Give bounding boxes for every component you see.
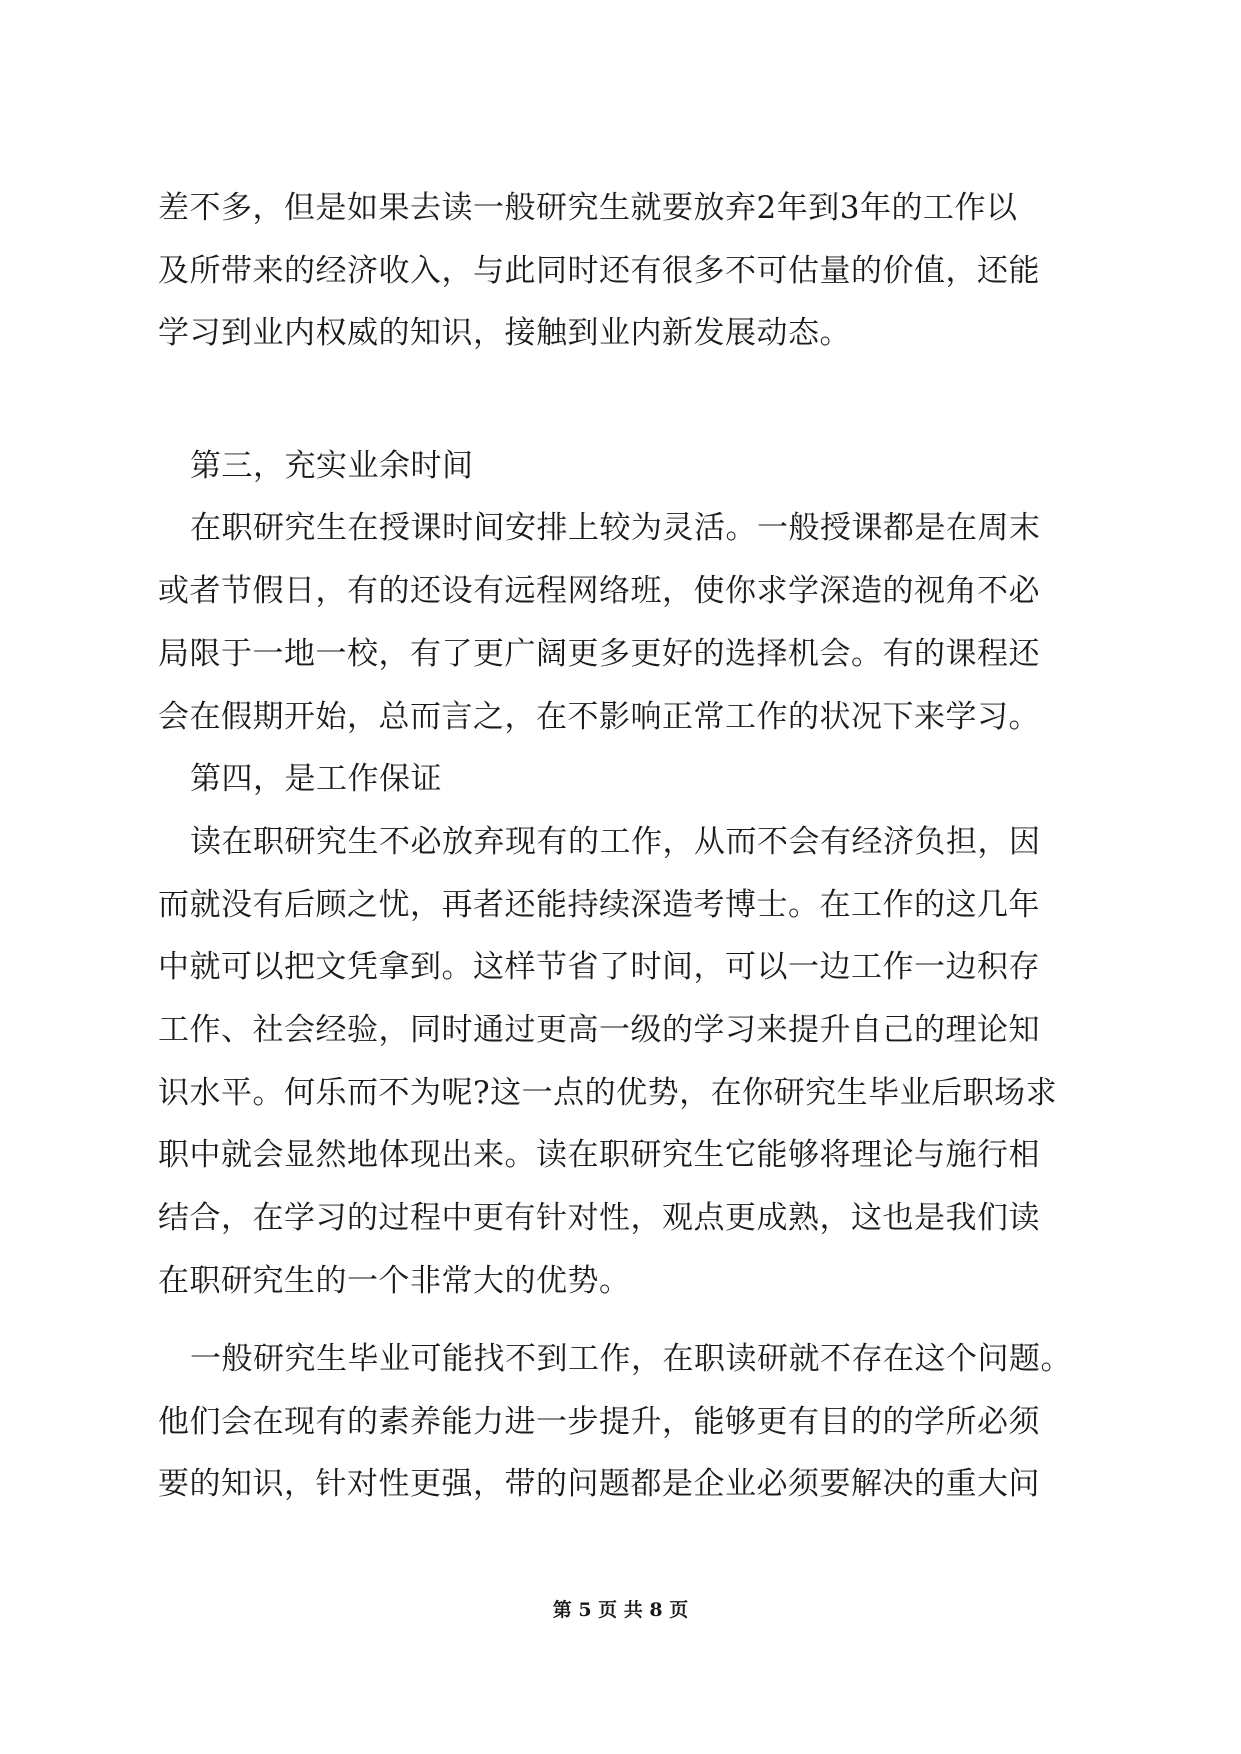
paragraph-line: 职中就会显然地体现出来。读在职研究生它能够将理论与施行相	[158, 1137, 1040, 1173]
paragraph-line: 在职研究生在授课时间安排上较为灵活。一般授课都是在周末	[190, 510, 1041, 546]
paragraph-line: 会在假期开始，总而言之，在不影响正常工作的状况下来学习。	[158, 699, 1040, 735]
paragraph-line: 及所带来的经济收入，与此同时还有很多不可估量的价值，还能	[158, 253, 1040, 289]
paragraph-line: 一般研究生毕业可能找不到工作，在职读研就不存在这个问题。	[190, 1341, 1072, 1377]
paragraph-line: 中就可以把文凭拿到。这样节省了时间，可以一边工作一边积存	[158, 949, 1040, 985]
paragraph-line: 结合，在学习的过程中更有针对性，观点更成熟，这也是我们读	[158, 1200, 1040, 1236]
paragraph-line: 识水平。何乐而不为呢?这一点的优势，在你研究生毕业后职场求	[158, 1075, 1058, 1111]
paragraph-line: 读在职研究生不必放弃现有的工作，从而不会有经济负担，因	[190, 824, 1041, 860]
section-heading: 第三，充实业余时间	[190, 448, 474, 484]
paragraph-line: 学习到业内权威的知识，接触到业内新发展动态。	[158, 315, 851, 351]
paragraph-line: 工作、社会经验，同时通过更高一级的学习来提升自己的理论知	[158, 1012, 1040, 1048]
paragraph-line: 局限于一地一校，有了更广阔更多更好的选择机会。有的课程还	[158, 636, 1040, 672]
paragraph-line: 要的知识，针对性更强，带的问题都是企业必须要解决的重大问	[158, 1466, 1040, 1502]
section-heading: 第四，是工作保证	[190, 761, 442, 797]
page-number: 第 5 页 共 8 页	[552, 1599, 689, 1621]
paragraph-line: 或者节假日，有的还设有远程网络班，使你求学深造的视角不必	[158, 573, 1040, 609]
paragraph-line: 他们会在现有的素养能力进一步提升，能够更有目的的学所必须	[158, 1404, 1040, 1440]
paragraph-line: 在职研究生的一个非常大的优势。	[158, 1263, 631, 1299]
paragraph-line: 差不多，但是如果去读一般研究生就要放弃2年到3年的工作以	[158, 190, 1018, 226]
paragraph-line: 而就没有后顾之忧，再者还能持续深造考博士。在工作的这几年	[158, 887, 1040, 923]
